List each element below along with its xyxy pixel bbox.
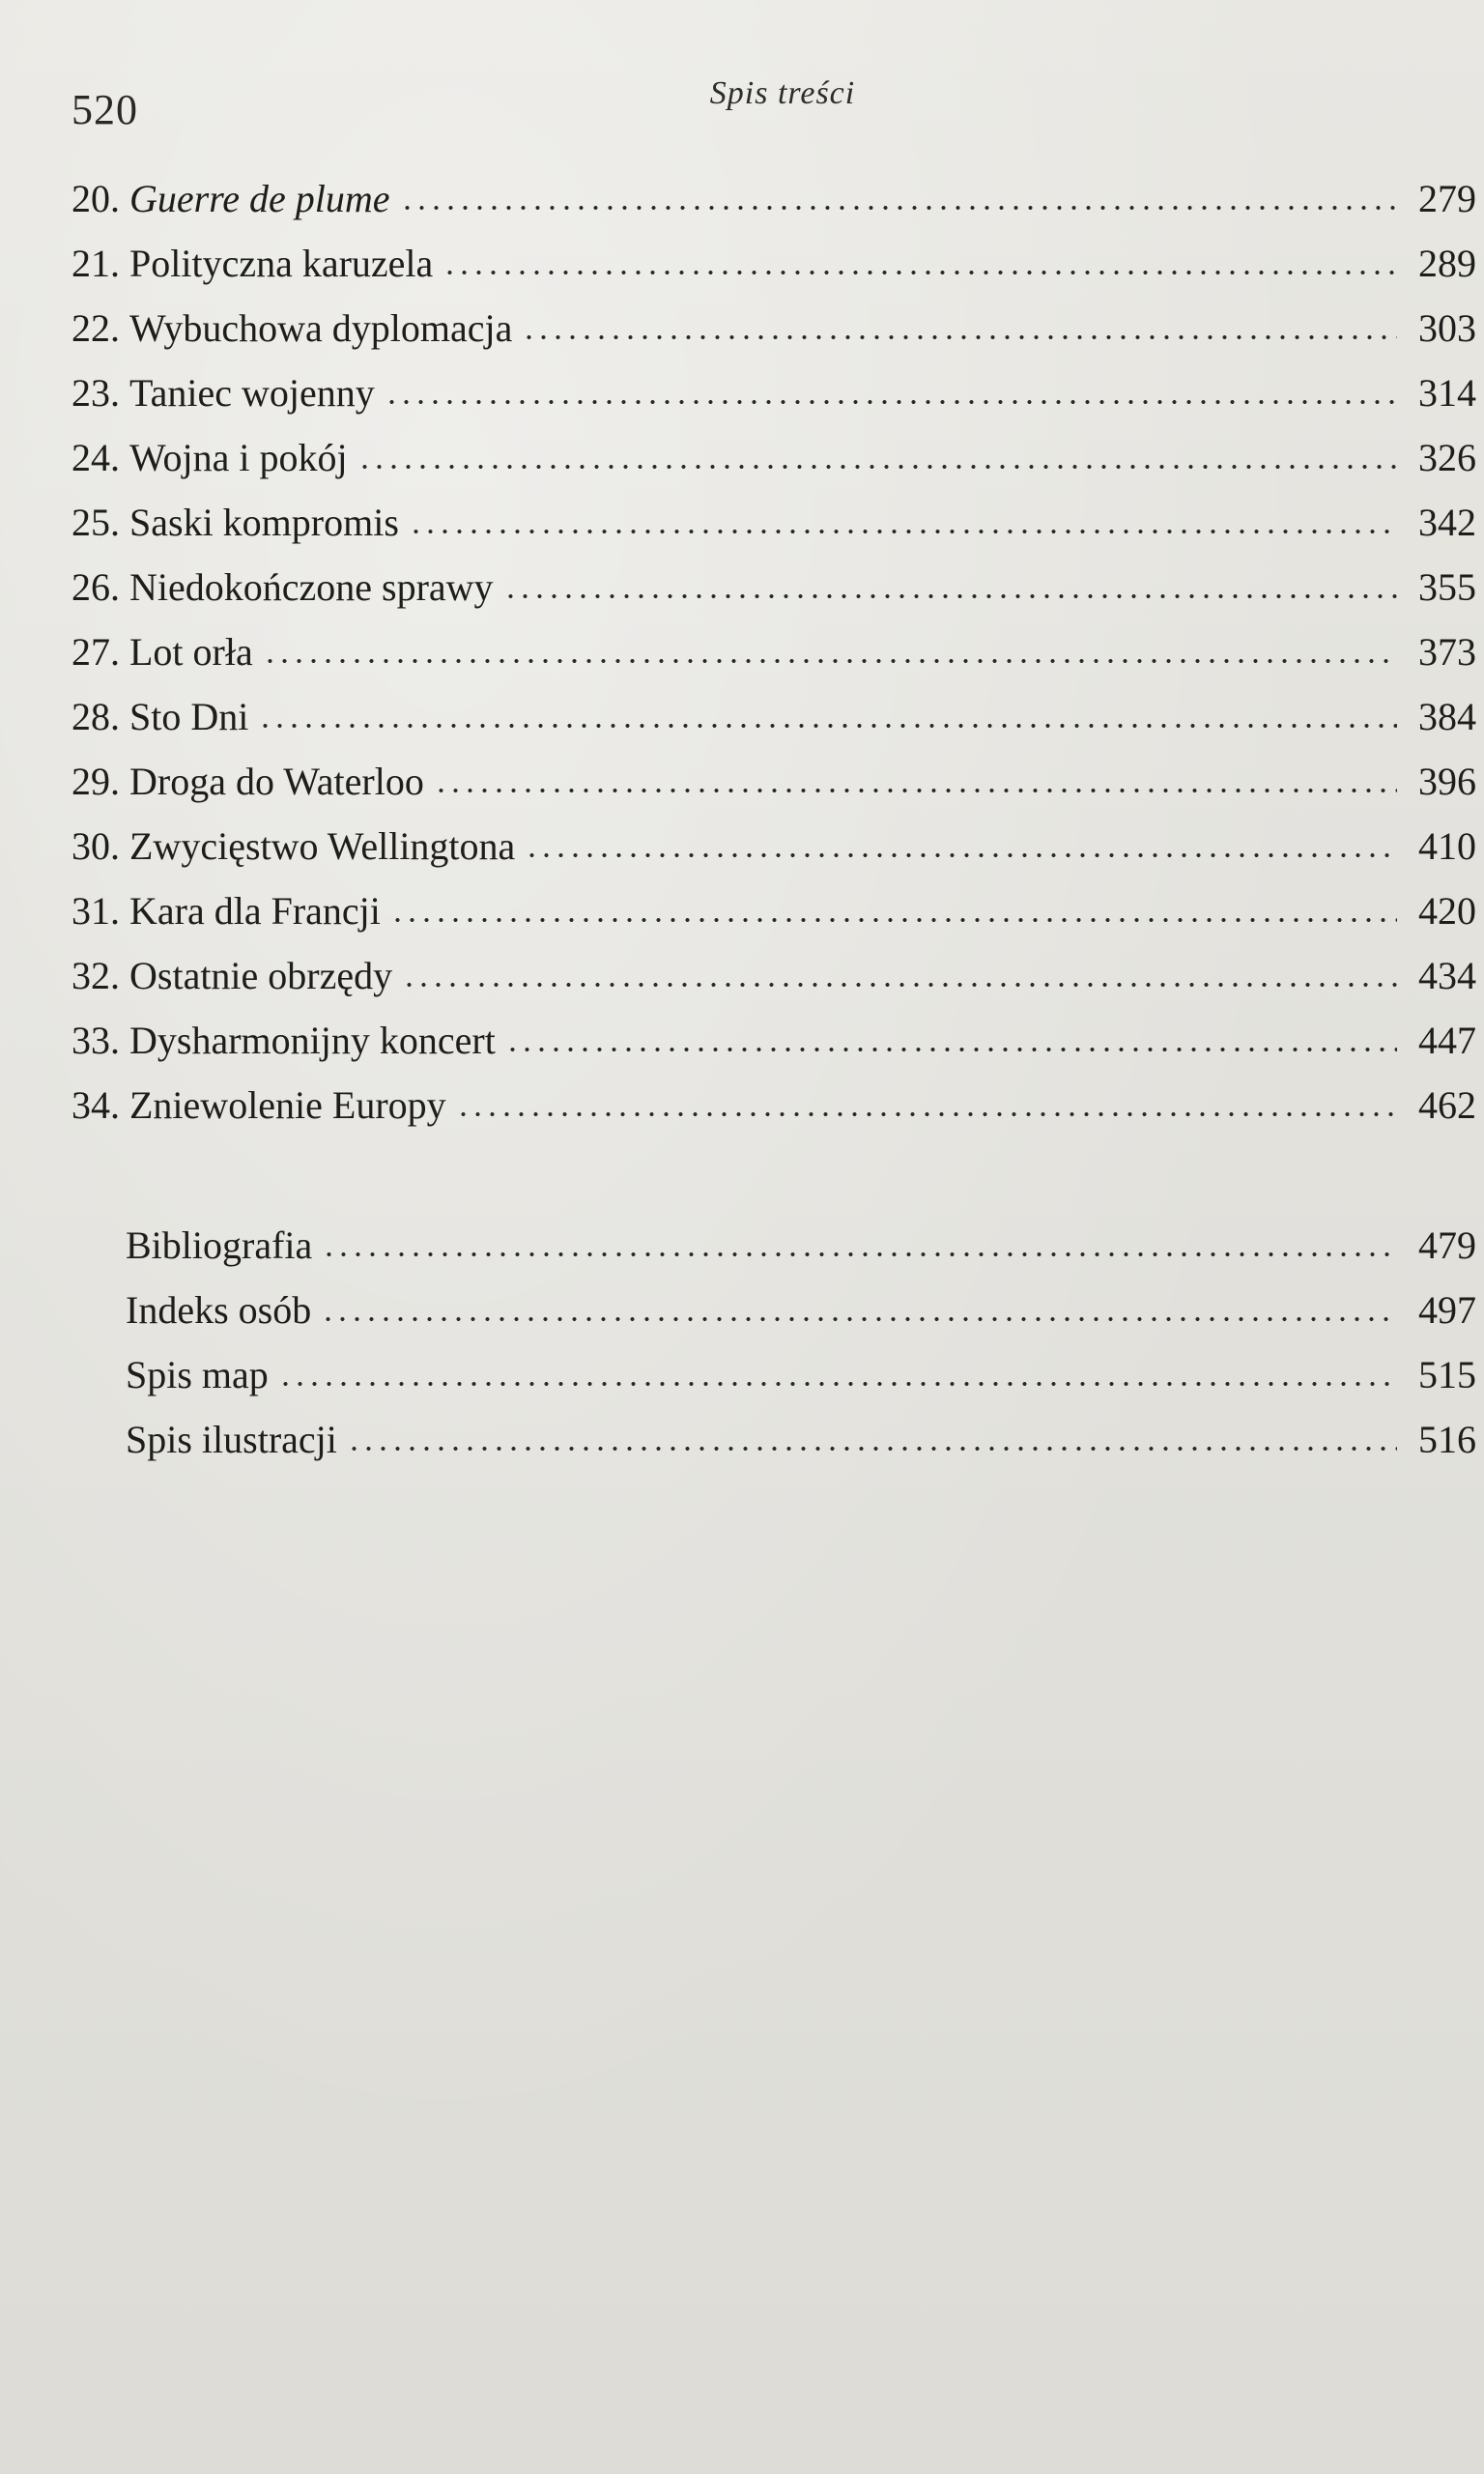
chapter-title: Wybuchowa dyplomacja — [129, 306, 513, 350]
chapter-page-number: 447 — [1418, 1019, 1476, 1062]
dot-leader — [503, 591, 1397, 601]
chapter-title: Wojna i pokój — [129, 436, 348, 479]
back-matter-entry — [126, 1278, 1476, 1342]
chapter-page-number: 279 — [1418, 177, 1476, 220]
dot-leader — [258, 721, 1397, 731]
chapter-title: Sto Dni — [129, 695, 249, 738]
chapter-page-number: 410 — [1418, 824, 1476, 868]
dot-leader — [525, 850, 1397, 860]
toc-entry — [71, 231, 1476, 296]
toc-entry — [71, 555, 1476, 619]
chapter-title: Kara dla Francji — [129, 889, 381, 933]
chapter-number: 27. — [71, 630, 120, 674]
back-matter-entry — [126, 1213, 1476, 1278]
chapter-title: Ostatnie obrzędy — [129, 954, 393, 997]
toc-entry — [71, 619, 1476, 684]
chapter-number: 25. — [71, 501, 120, 544]
dot-leader — [505, 1045, 1397, 1054]
back-matter-page-number: 515 — [1418, 1353, 1476, 1396]
back-matter-page-number: 516 — [1418, 1418, 1476, 1461]
back-matter-title: Indeks osób — [126, 1288, 312, 1332]
chapter-page-number: 355 — [1418, 565, 1476, 609]
toc-entry — [71, 425, 1476, 490]
back-matter-page-number: 497 — [1418, 1288, 1476, 1332]
chapter-title: Saski kompromis — [129, 501, 399, 544]
chapter-page-number: 420 — [1418, 889, 1476, 933]
back-matter-title: Bibliografia — [126, 1223, 313, 1267]
back-matter-title: Spis ilustracji — [126, 1418, 337, 1461]
chapter-number: 22. — [71, 306, 120, 350]
dot-leader — [347, 1444, 1397, 1453]
chapter-number: 23. — [71, 371, 120, 415]
dot-leader — [409, 527, 1397, 536]
dot-leader — [390, 915, 1397, 925]
back-matter-list — [126, 1213, 1476, 1472]
toc-entry — [71, 878, 1476, 943]
toc-entry — [71, 749, 1476, 814]
back-matter-page-number: 479 — [1418, 1223, 1476, 1267]
chapter-page-number: 373 — [1418, 630, 1476, 674]
toc-entry — [71, 166, 1476, 231]
dot-leader — [522, 332, 1397, 342]
chapter-number: 34. — [71, 1083, 120, 1127]
toc-entry — [71, 1073, 1476, 1137]
chapter-title: Droga do Waterloo — [129, 760, 424, 803]
running-head: Spis treści — [709, 75, 856, 111]
back-matter-title: Spis map — [126, 1353, 269, 1396]
chapter-page-number: 303 — [1418, 306, 1476, 350]
chapter-number: 20. — [71, 177, 120, 220]
chapter-page-number: 434 — [1418, 954, 1476, 997]
chapter-number: 28. — [71, 695, 120, 738]
back-matter-entry — [126, 1407, 1476, 1472]
chapter-number: 33. — [71, 1019, 120, 1062]
page-number: 520 — [71, 86, 138, 133]
chapter-number: 24. — [71, 436, 120, 479]
chapter-page-number: 462 — [1418, 1083, 1476, 1127]
chapter-title: Guerre de plume — [129, 177, 390, 220]
back-matter-entry — [126, 1342, 1476, 1407]
chapter-page-number: 396 — [1418, 760, 1476, 803]
toc-entry — [71, 360, 1476, 425]
chapter-page-number: 289 — [1418, 242, 1476, 285]
toc-entry — [71, 296, 1476, 360]
toc-entry — [71, 1008, 1476, 1073]
dot-leader — [322, 1250, 1397, 1259]
dot-leader — [434, 786, 1397, 795]
dot-leader — [456, 1109, 1397, 1119]
chapter-title: Dysharmonijny koncert — [129, 1019, 496, 1062]
toc-entry — [71, 814, 1476, 878]
toc-entry — [71, 490, 1476, 555]
dot-leader — [321, 1314, 1397, 1324]
chapter-title: Polityczna karuzela — [129, 242, 434, 285]
dot-leader — [357, 462, 1397, 472]
chapter-page-number: 342 — [1418, 501, 1476, 544]
dot-leader — [442, 268, 1397, 277]
chapter-number: 31. — [71, 889, 120, 933]
dot-leader — [385, 397, 1397, 407]
chapter-number: 32. — [71, 954, 120, 997]
toc-entry — [71, 943, 1476, 1008]
chapter-list — [71, 166, 1476, 1137]
chapter-number: 30. — [71, 824, 120, 868]
chapter-number: 21. — [71, 242, 120, 285]
chapter-title: Niedokończone sprawy — [129, 565, 494, 609]
dot-leader — [263, 656, 1397, 666]
chapter-page-number: 326 — [1418, 436, 1476, 479]
chapter-page-number: 384 — [1418, 695, 1476, 738]
chapter-title: Taniec wojenny — [129, 371, 375, 415]
toc-entry — [71, 684, 1476, 749]
chapter-title: Zniewolenie Europy — [129, 1083, 446, 1127]
chapter-title: Zwycięstwo Wellingtona — [129, 824, 516, 868]
chapter-page-number: 314 — [1418, 371, 1476, 415]
chapter-title: Lot orła — [129, 630, 253, 674]
chapter-number: 26. — [71, 565, 120, 609]
dot-leader — [278, 1379, 1397, 1389]
chapter-number: 29. — [71, 760, 120, 803]
dot-leader — [400, 203, 1397, 213]
dot-leader — [402, 980, 1397, 990]
